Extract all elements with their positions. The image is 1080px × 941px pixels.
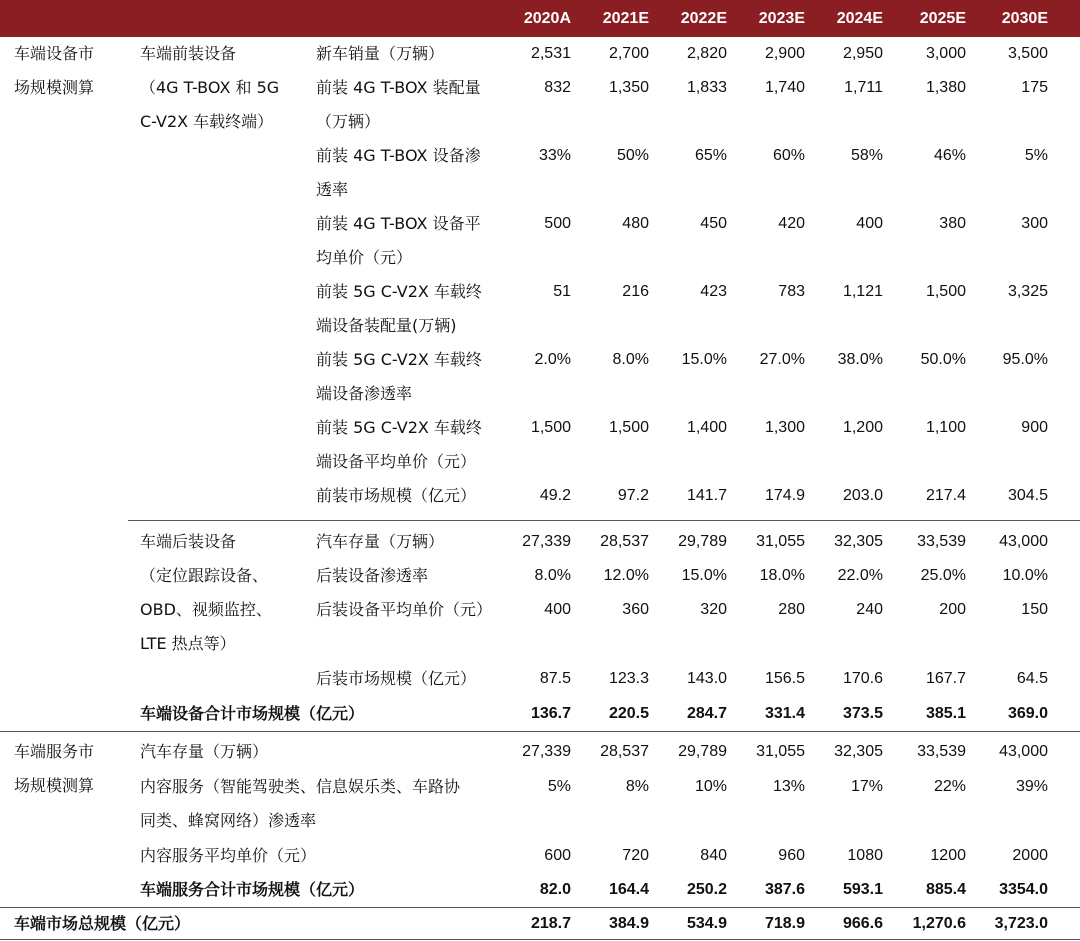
table-cell: 966.6 [842, 915, 883, 932]
table-cell: 240 [856, 601, 883, 618]
group-label: （定位跟踪设备、 [140, 566, 269, 585]
row-label: 后装设备渗透率 [316, 566, 429, 585]
table-cell: 38.0% [837, 351, 883, 368]
table-cell: 216 [622, 283, 649, 300]
table-cell: 1,400 [686, 419, 727, 436]
table-cell: 141.7 [686, 487, 727, 504]
table-cell: 384.9 [608, 915, 649, 932]
table-cell: 385.1 [925, 705, 966, 722]
table-cell: 380 [939, 215, 966, 232]
table-cell: 28,537 [600, 743, 649, 760]
column-header: 2020A [523, 10, 571, 27]
row-label: 端设备渗透率 [316, 384, 413, 403]
row-label: 新车销量（万辆） [316, 44, 445, 63]
table-cell: 3,000 [925, 45, 966, 62]
group-label: C-V2X 车载终端） [140, 112, 274, 131]
table-cell: 10% [694, 778, 727, 795]
table-cell: 1200 [930, 847, 966, 864]
table-cell: 593.1 [842, 881, 883, 898]
row-label: 内容服务（智能驾驶类、信息娱乐类、车路协 [140, 777, 461, 796]
table-cell: 369.0 [1007, 705, 1048, 722]
subtotal-label: 车端设备合计市场规模（亿元） [140, 704, 365, 723]
table-cell: 18.0% [759, 567, 805, 584]
table-bottom-border [0, 939, 1080, 940]
table-cell: 1,500 [608, 419, 649, 436]
table-cell: 3,325 [1007, 283, 1048, 300]
column-header: 2030E [1001, 10, 1048, 27]
table-cell: 27,339 [522, 533, 571, 550]
table-cell: 284.7 [686, 705, 727, 722]
section-divider [0, 907, 1080, 908]
table-cell: 200 [939, 601, 966, 618]
table-cell: 420 [778, 215, 805, 232]
table-cell: 60% [772, 147, 805, 164]
table-cell: 3,723.0 [994, 915, 1048, 932]
group-label: 车端前装设备 [140, 44, 237, 63]
table-cell: 156.5 [764, 670, 805, 687]
table-cell: 8.0% [534, 567, 571, 584]
row-label: 端设备平均单价（元） [316, 452, 477, 471]
row-label: 前装 4G T-BOX 设备渗 [316, 146, 481, 165]
table-cell: 250.2 [686, 881, 727, 898]
table-cell: 217.4 [925, 487, 966, 504]
table-cell: 2,700 [608, 45, 649, 62]
table-cell: 49.2 [539, 487, 571, 504]
table-cell: 1,100 [925, 419, 966, 436]
table-cell: 97.2 [617, 487, 649, 504]
table-cell: 2,950 [842, 45, 883, 62]
table-cell: 500 [544, 215, 571, 232]
table-cell: 1080 [847, 847, 883, 864]
table-cell: 900 [1021, 419, 1048, 436]
table-cell: 32,305 [834, 533, 883, 550]
table-cell: 2,820 [686, 45, 727, 62]
table-cell: 1,500 [925, 283, 966, 300]
row-label: 同类、蜂窝网络）渗透率 [140, 811, 317, 830]
table-cell: 22% [933, 778, 966, 795]
table-cell: 50.0% [920, 351, 966, 368]
group-label: LTE 热点等） [140, 634, 236, 653]
table-cell: 320 [700, 601, 727, 618]
table-cell: 600 [544, 847, 571, 864]
table-cell: 174.9 [764, 487, 805, 504]
row-label: 后装市场规模（亿元） [316, 669, 477, 688]
table-cell: 960 [778, 847, 805, 864]
row-label: 内容服务平均单价（元） [140, 846, 317, 865]
table-cell: 304.5 [1007, 487, 1048, 504]
table-cell: 87.5 [539, 670, 571, 687]
table-cell: 8% [625, 778, 649, 795]
table-cell: 64.5 [1016, 670, 1048, 687]
column-header: 2024E [836, 10, 883, 27]
table-cell: 175 [1021, 79, 1048, 96]
subtotal-label: 车端服务合计市场规模（亿元） [140, 880, 365, 899]
row-label: 前装 5G C-V2X 车载终 [316, 418, 482, 437]
table-cell: 2,900 [764, 45, 805, 62]
table-cell: 1,350 [608, 79, 649, 96]
table-cell: 46% [933, 147, 966, 164]
table-cell: 331.4 [764, 705, 805, 722]
table-cell: 3354.0 [999, 881, 1048, 898]
table-cell: 15.0% [681, 567, 727, 584]
table-cell: 1,711 [844, 79, 883, 96]
table-cell: 1,380 [925, 79, 966, 96]
table-cell: 164.4 [608, 881, 649, 898]
group-label: 车端后装设备 [140, 532, 237, 551]
row-label: 端设备装配量(万辆) [316, 316, 457, 335]
table-cell: 167.7 [925, 670, 966, 687]
table-cell: 82.0 [539, 881, 571, 898]
table-cell: 8.0% [612, 351, 649, 368]
table-cell: 25.0% [920, 567, 966, 584]
table-cell: 203.0 [842, 487, 883, 504]
total-label: 车端市场总规模（亿元） [14, 914, 191, 933]
table-cell: 31,055 [756, 743, 805, 760]
table-cell: 360 [622, 601, 649, 618]
row-label: 均单价（元） [316, 248, 413, 267]
section-label: 场规模测算 [14, 776, 95, 795]
table-cell: 1,740 [764, 79, 805, 96]
row-label: 汽车存量（万辆） [316, 532, 445, 551]
table-cell: 170.6 [842, 670, 883, 687]
table-cell: 12.0% [603, 567, 649, 584]
column-header: 2021E [602, 10, 649, 27]
table-cell: 50% [616, 147, 649, 164]
table-cell: 39% [1015, 778, 1048, 795]
table-cell: 51 [553, 283, 571, 300]
table-cell: 123.3 [608, 670, 649, 687]
table-cell: 43,000 [999, 533, 1048, 550]
section-label: 场规模测算 [14, 78, 95, 97]
table-cell: 5% [547, 778, 571, 795]
table-cell: 43,000 [999, 743, 1048, 760]
table-cell: 300 [1021, 215, 1048, 232]
table-cell: 387.6 [764, 881, 805, 898]
table-cell: 15.0% [681, 351, 727, 368]
row-label: 前装 4G T-BOX 装配量 [316, 78, 481, 97]
section-label: 车端服务市 [14, 742, 95, 761]
table-cell: 885.4 [925, 881, 966, 898]
table-cell: 3,500 [1007, 45, 1048, 62]
table-cell: 840 [700, 847, 727, 864]
row-label: 透率 [316, 180, 349, 199]
table-cell: 718.9 [764, 915, 805, 932]
table-cell: 832 [544, 79, 571, 96]
table-cell: 1,500 [530, 419, 571, 436]
table-cell: 58% [850, 147, 883, 164]
table-cell: 1,833 [686, 79, 727, 96]
table-cell: 1,300 [764, 419, 805, 436]
table-cell: 10.0% [1002, 567, 1048, 584]
table-cell: 33,539 [917, 533, 966, 550]
table-cell: 150 [1021, 601, 1048, 618]
row-label: 前装 5G C-V2X 车载终 [316, 350, 482, 369]
table-cell: 534.9 [686, 915, 727, 932]
table-cell: 480 [622, 215, 649, 232]
table-cell: 2000 [1012, 847, 1048, 864]
table-cell: 5% [1024, 147, 1048, 164]
table-cell: 1,121 [842, 283, 883, 300]
table-cell: 17% [850, 778, 883, 795]
row-label: 后装设备平均单价（元） [316, 600, 493, 619]
table-cell: 33,539 [917, 743, 966, 760]
table-cell: 400 [856, 215, 883, 232]
table-cell: 1,200 [842, 419, 883, 436]
table-cell: 720 [622, 847, 649, 864]
section-divider [0, 731, 1080, 732]
table-cell: 220.5 [608, 705, 649, 722]
table-cell: 218.7 [530, 915, 571, 932]
row-label: 前装 4G T-BOX 设备平 [316, 214, 481, 233]
table-cell: 33% [538, 147, 571, 164]
table-cell: 2,531 [530, 45, 571, 62]
table-cell: 27.0% [759, 351, 805, 368]
group-label: （4G T-BOX 和 5G [140, 78, 280, 97]
row-label: 前装 5G C-V2X 车载终 [316, 282, 482, 301]
table-cell: 1,270.6 [912, 915, 966, 932]
row-divider [128, 520, 1080, 521]
table-cell: 2.0% [534, 351, 571, 368]
table-cell: 400 [544, 601, 571, 618]
column-header: 2023E [758, 10, 805, 27]
table-cell: 143.0 [686, 670, 727, 687]
row-label: 汽车存量（万辆） [140, 742, 269, 761]
table-cell: 29,789 [678, 533, 727, 550]
table-cell: 27,339 [522, 743, 571, 760]
table-cell: 29,789 [678, 743, 727, 760]
table-cell: 373.5 [842, 705, 883, 722]
table-cell: 450 [700, 215, 727, 232]
row-label: （万辆） [316, 112, 381, 131]
table-cell: 31,055 [756, 533, 805, 550]
table-cell: 22.0% [837, 567, 883, 584]
section-label: 车端设备市 [14, 44, 95, 63]
group-label: OBD、视频监控、 [140, 600, 272, 619]
table-cell: 136.7 [530, 705, 571, 722]
table-cell: 95.0% [1002, 351, 1048, 368]
column-header: 2022E [680, 10, 727, 27]
table-cell: 13% [772, 778, 805, 795]
column-header: 2025E [919, 10, 966, 27]
table-cell: 65% [694, 147, 727, 164]
table-cell: 280 [778, 601, 805, 618]
row-label: 前装市场规模（亿元） [316, 486, 477, 505]
table-cell: 783 [778, 283, 805, 300]
table-cell: 28,537 [600, 533, 649, 550]
table-cell: 32,305 [834, 743, 883, 760]
table-cell: 423 [700, 283, 727, 300]
